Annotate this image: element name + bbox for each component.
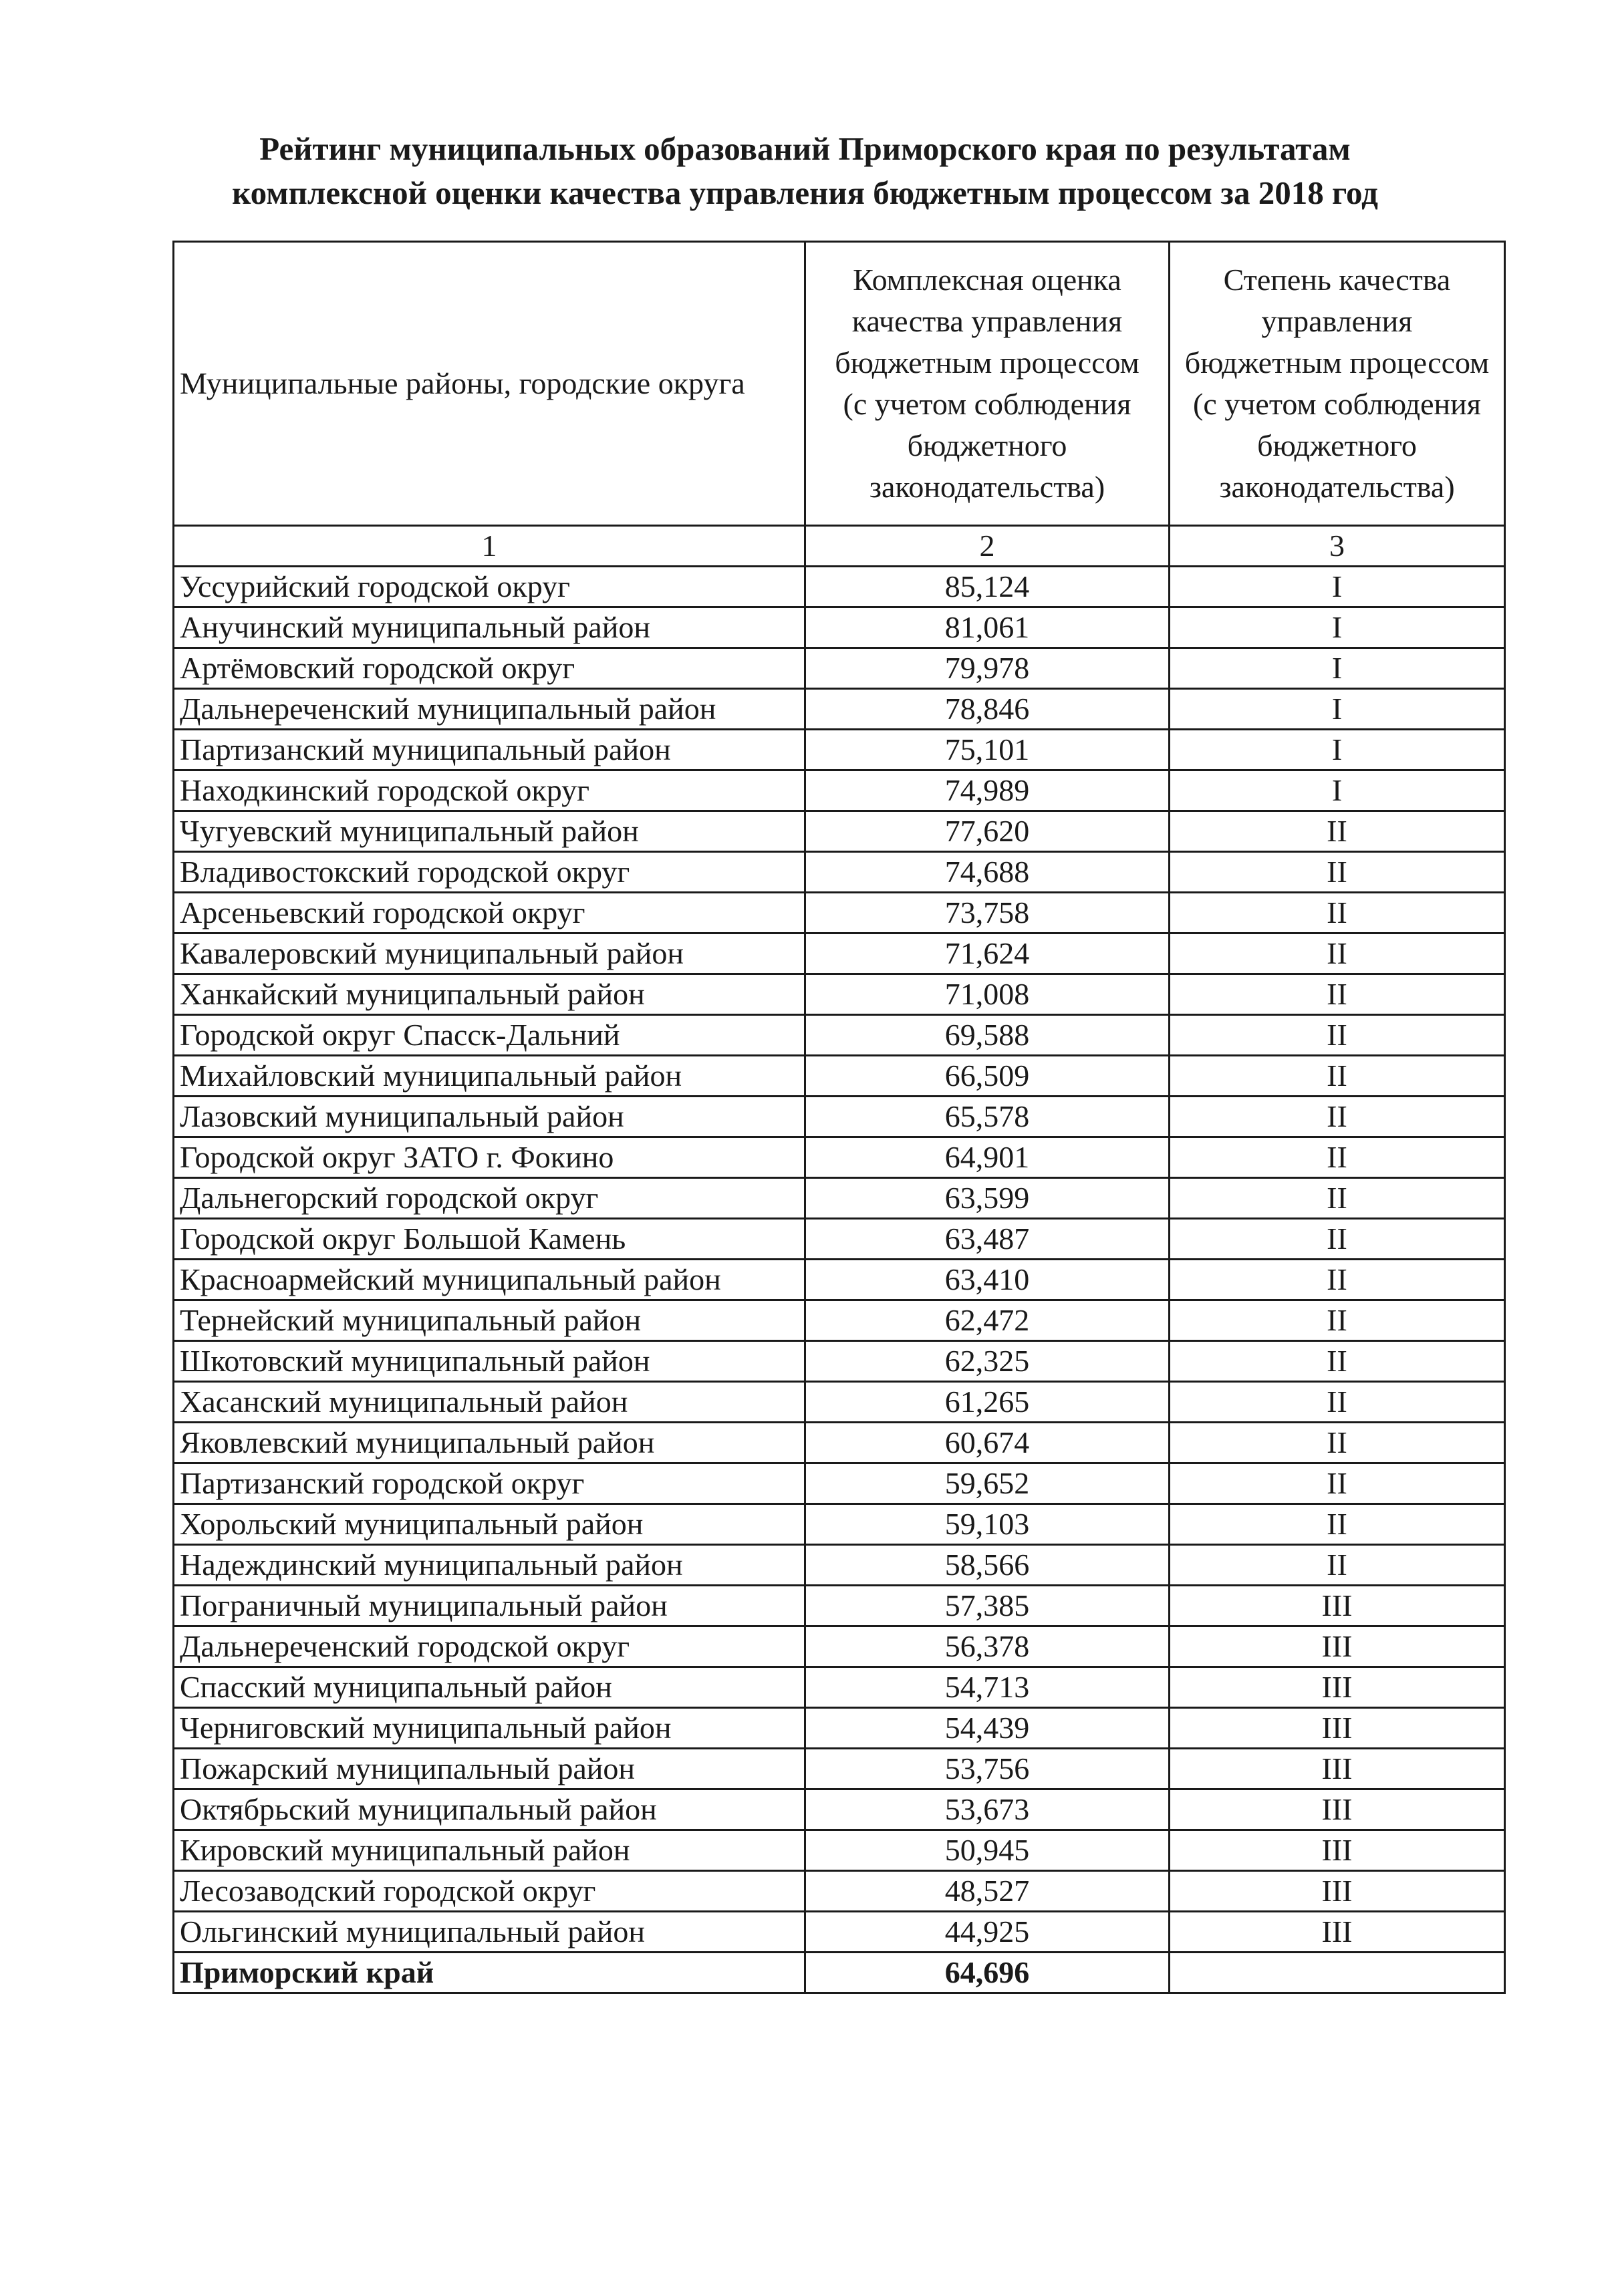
row-grade: I [1170, 567, 1505, 607]
column-number: 2 [805, 526, 1170, 567]
row-grade: II [1170, 1300, 1505, 1341]
header-complex-score-line: (с учетом соблюдения [843, 387, 1131, 421]
row-name: Пожарский муниципальный район [174, 1749, 805, 1789]
table-row [174, 1626, 1505, 1667]
row-name: Владивостокский городской округ [174, 852, 805, 893]
row-name: Дальнереченский муниципальный район [174, 689, 805, 730]
header-complex-score-line: бюджетным процессом [835, 345, 1139, 380]
row-name: Хасанский муниципальный район [174, 1382, 805, 1423]
row-score: 44,925 [805, 1912, 1170, 1953]
table-row [174, 974, 1505, 1015]
header-quality-grade-line: бюджетным процессом [1184, 345, 1490, 380]
row-score: 74,989 [805, 770, 1170, 811]
total-score: 64,696 [805, 1953, 1170, 1993]
row-grade: III [1170, 1789, 1505, 1830]
table-row [174, 1504, 1505, 1545]
row-name: Октябрьский муниципальный район [174, 1789, 805, 1830]
header-complex-score-line: качества управления [851, 304, 1123, 338]
row-name: Ханкайский муниципальный район [174, 974, 805, 1015]
table-row [174, 1382, 1505, 1423]
header-complex-score-line: законодательства) [869, 470, 1105, 504]
row-score: 78,846 [805, 689, 1170, 730]
row-name: Городской округ Спасск-Дальний [174, 1015, 805, 1056]
row-grade: II [1170, 1219, 1505, 1260]
row-name: Шкотовский муниципальный район [174, 1341, 805, 1382]
header-complex-score-line: Комплексная оценка [853, 263, 1121, 297]
row-grade: II [1170, 1056, 1505, 1097]
table-row [174, 1015, 1505, 1056]
row-grade: I [1170, 730, 1505, 770]
header-municipality: Муниципальные районы, городские округа [174, 242, 805, 526]
row-name: Дальнегорский городской округ [174, 1178, 805, 1219]
row-score: 48,527 [805, 1871, 1170, 1912]
table-row [174, 1137, 1505, 1178]
table-row [174, 852, 1505, 893]
row-grade: III [1170, 1871, 1505, 1912]
column-number-row [174, 526, 1505, 567]
row-score: 85,124 [805, 567, 1170, 607]
header-quality-grade-line: законодательства) [1219, 470, 1455, 504]
table-row [174, 1586, 1505, 1626]
row-name: Чугуевский муниципальный район [174, 811, 805, 852]
row-grade: II [1170, 811, 1505, 852]
title-line-2: комплексной оценки качества управления бюджетным процессом за 2018 год [232, 174, 1378, 211]
row-score: 71,624 [805, 934, 1170, 974]
row-score: 63,487 [805, 1219, 1170, 1260]
row-score: 56,378 [805, 1626, 1170, 1667]
table-row [174, 1097, 1505, 1137]
row-name: Лесозаводский городской округ [174, 1871, 805, 1912]
table-row [174, 1749, 1505, 1789]
table-row [174, 648, 1505, 689]
row-name: Партизанский городской округ [174, 1463, 805, 1504]
row-name: Городской округ Большой Камень [174, 1219, 805, 1260]
row-grade: II [1170, 1463, 1505, 1504]
row-grade: III [1170, 1708, 1505, 1749]
row-grade: III [1170, 1586, 1505, 1626]
table-row [174, 1219, 1505, 1260]
table-row [174, 893, 1505, 934]
row-grade: I [1170, 648, 1505, 689]
table-row [174, 1056, 1505, 1097]
row-grade: III [1170, 1912, 1505, 1953]
table-row [174, 1423, 1505, 1463]
table-row [174, 1300, 1505, 1341]
header-quality-grade [1170, 242, 1505, 526]
row-grade: II [1170, 1382, 1505, 1423]
row-score: 71,008 [805, 974, 1170, 1015]
title-line-1: Рейтинг муниципальных образований Приморского края по результатам [259, 130, 1351, 167]
table-row [174, 1545, 1505, 1586]
row-score: 65,578 [805, 1097, 1170, 1137]
row-score: 60,674 [805, 1423, 1170, 1463]
row-name: Кировский муниципальный район [174, 1830, 805, 1871]
row-name: Артёмовский городской округ [174, 648, 805, 689]
header-quality-grade-line: управления [1261, 304, 1413, 338]
table-row [174, 1871, 1505, 1912]
row-name: Кавалеровский муниципальный район [174, 934, 805, 974]
row-score: 77,620 [805, 811, 1170, 852]
row-grade: I [1170, 770, 1505, 811]
table-row [174, 607, 1505, 648]
row-grade: II [1170, 934, 1505, 974]
row-score: 53,673 [805, 1789, 1170, 1830]
row-name: Тернейский муниципальный район [174, 1300, 805, 1341]
row-name: Хорольский муниципальный район [174, 1504, 805, 1545]
row-grade: II [1170, 974, 1505, 1015]
total-name: Приморский край [174, 1953, 805, 1993]
table-row [174, 1178, 1505, 1219]
row-score: 50,945 [805, 1830, 1170, 1871]
table-body [174, 567, 1505, 1953]
header-quality-grade-line: бюджетного [1257, 428, 1417, 462]
row-name: Красноармейский муниципальный район [174, 1260, 805, 1300]
table-row [174, 934, 1505, 974]
row-score: 73,758 [805, 893, 1170, 934]
row-score: 81,061 [805, 607, 1170, 648]
row-grade: II [1170, 1015, 1505, 1056]
row-score: 69,588 [805, 1015, 1170, 1056]
row-score: 53,756 [805, 1749, 1170, 1789]
header-quality-grade-line: (с учетом соблюдения [1193, 387, 1481, 421]
row-name: Городской округ ЗАТО г. Фокино [174, 1137, 805, 1178]
row-name: Яковлевский муниципальный район [174, 1423, 805, 1463]
table-row [174, 1830, 1505, 1871]
row-score: 61,265 [805, 1382, 1170, 1423]
row-name: Партизанский муниципальный район [174, 730, 805, 770]
row-grade: II [1170, 1423, 1505, 1463]
row-grade: III [1170, 1667, 1505, 1708]
row-score: 64,901 [805, 1137, 1170, 1178]
row-score: 66,509 [805, 1056, 1170, 1097]
row-grade: II [1170, 1178, 1505, 1219]
table-row [174, 1667, 1505, 1708]
header-complex-score [805, 242, 1170, 526]
row-score: 62,325 [805, 1341, 1170, 1382]
table-row [174, 811, 1505, 852]
row-grade: I [1170, 607, 1505, 648]
row-score: 63,599 [805, 1178, 1170, 1219]
row-grade: III [1170, 1626, 1505, 1667]
row-name: Черниговский муниципальный район [174, 1708, 805, 1749]
row-grade: II [1170, 1260, 1505, 1300]
table-header-row [174, 242, 1505, 526]
row-name: Надеждинский муниципальный район [174, 1545, 805, 1586]
row-name: Лазовский муниципальный район [174, 1097, 805, 1137]
row-name: Находкинский городской округ [174, 770, 805, 811]
row-grade: I [1170, 689, 1505, 730]
row-score: 59,103 [805, 1504, 1170, 1545]
row-grade: II [1170, 893, 1505, 934]
row-score: 62,472 [805, 1300, 1170, 1341]
header-quality-grade-line: Степень качества [1223, 263, 1451, 297]
table-row [174, 1912, 1505, 1953]
table-row [174, 730, 1505, 770]
row-name: Пограничный муниципальный район [174, 1586, 805, 1626]
row-name: Уссурийский городской округ [174, 567, 805, 607]
page-title [0, 127, 1610, 215]
row-name: Дальнереченский городской округ [174, 1626, 805, 1667]
row-score: 54,439 [805, 1708, 1170, 1749]
table-row [174, 1260, 1505, 1300]
row-grade: II [1170, 1137, 1505, 1178]
row-score: 79,978 [805, 648, 1170, 689]
total-row [174, 1953, 1505, 1993]
column-number: 1 [174, 526, 805, 567]
table-row [174, 689, 1505, 730]
table-row [174, 1708, 1505, 1749]
table-row [174, 770, 1505, 811]
row-grade: III [1170, 1830, 1505, 1871]
table-row [174, 567, 1505, 607]
row-grade: III [1170, 1749, 1505, 1789]
row-score: 74,688 [805, 852, 1170, 893]
column-number: 3 [1170, 526, 1505, 567]
row-name: Спасский муниципальный район [174, 1667, 805, 1708]
row-grade: II [1170, 1341, 1505, 1382]
row-grade: II [1170, 1097, 1505, 1137]
row-name: Анучинский муниципальный район [174, 607, 805, 648]
row-grade: II [1170, 852, 1505, 893]
row-grade: II [1170, 1545, 1505, 1586]
row-score: 59,652 [805, 1463, 1170, 1504]
row-name: Ольгинский муниципальный район [174, 1912, 805, 1953]
table-row [174, 1789, 1505, 1830]
table-row [174, 1341, 1505, 1382]
row-score: 57,385 [805, 1586, 1170, 1626]
table-row [174, 1463, 1505, 1504]
row-score: 54,713 [805, 1667, 1170, 1708]
total-grade [1170, 1953, 1505, 1993]
row-score: 58,566 [805, 1545, 1170, 1586]
row-name: Арсеньевский городской округ [174, 893, 805, 934]
header-complex-score-line: бюджетного [907, 428, 1067, 462]
rating-table [172, 241, 1506, 1994]
row-grade: II [1170, 1504, 1505, 1545]
row-score: 75,101 [805, 730, 1170, 770]
row-score: 63,410 [805, 1260, 1170, 1300]
row-name: Михайловский муниципальный район [174, 1056, 805, 1097]
